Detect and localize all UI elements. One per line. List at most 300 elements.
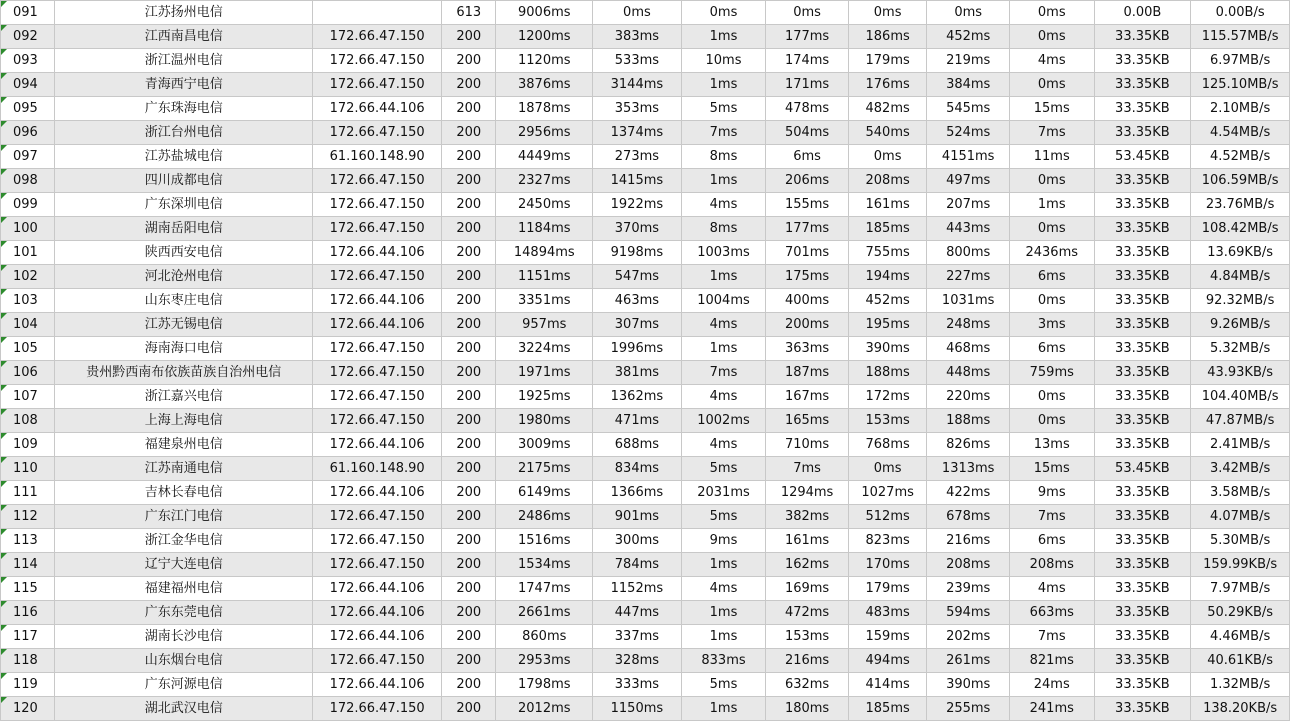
ssl-time-cell: 6ms [766, 145, 849, 169]
location-cell: 湖北武汉电信 [55, 697, 313, 721]
ssl-time-cell: 177ms [766, 217, 849, 241]
redirect-time-cell: 208ms [1009, 553, 1094, 577]
table-row[interactable] [1, 193, 1290, 217]
connect-time-cell: 1ms [681, 169, 766, 193]
table-row[interactable] [1, 673, 1290, 697]
download-speed-cell: 1.32MB/s [1191, 673, 1290, 697]
download-speed-cell: 4.46MB/s [1191, 625, 1290, 649]
status-code-cell: 200 [442, 169, 496, 193]
file-size-cell: 33.35KB [1094, 217, 1191, 241]
dns-time-cell: 9198ms [593, 241, 682, 265]
total-time-cell: 2450ms [496, 193, 593, 217]
ssl-time-cell: 504ms [766, 121, 849, 145]
row-id-cell: 091 [1, 1, 55, 25]
dns-time-cell: 784ms [593, 553, 682, 577]
total-time-cell: 957ms [496, 313, 593, 337]
total-time-cell: 1971ms [496, 361, 593, 385]
dns-time-cell: 463ms [593, 289, 682, 313]
download-time-cell: 594ms [927, 601, 1010, 625]
first-byte-time-cell: 153ms [848, 409, 927, 433]
download-time-cell: 202ms [927, 625, 1010, 649]
total-time-cell: 1798ms [496, 673, 593, 697]
row-id-cell: 092 [1, 25, 55, 49]
location-cell: 浙江台州电信 [55, 121, 313, 145]
ssl-time-cell: 177ms [766, 25, 849, 49]
dns-time-cell: 337ms [593, 625, 682, 649]
total-time-cell: 1980ms [496, 409, 593, 433]
ssl-time-cell: 0ms [766, 1, 849, 25]
total-time-cell: 1120ms [496, 49, 593, 73]
location-cell: 广东河源电信 [55, 673, 313, 697]
ip-address-cell: 172.66.44.106 [313, 313, 442, 337]
download-speed-cell: 5.30MB/s [1191, 529, 1290, 553]
dns-time-cell: 834ms [593, 457, 682, 481]
total-time-cell: 2012ms [496, 697, 593, 721]
first-byte-time-cell: 185ms [848, 697, 927, 721]
dns-time-cell: 307ms [593, 313, 682, 337]
connect-time-cell: 5ms [681, 673, 766, 697]
dns-time-cell: 688ms [593, 433, 682, 457]
download-time-cell: 678ms [927, 505, 1010, 529]
first-byte-time-cell: 452ms [848, 289, 927, 313]
dns-time-cell: 3144ms [593, 73, 682, 97]
dns-time-cell: 1150ms [593, 697, 682, 721]
download-time-cell: 188ms [927, 409, 1010, 433]
redirect-time-cell: 0ms [1009, 1, 1094, 25]
row-id-cell: 104 [1, 313, 55, 337]
row-id-cell: 102 [1, 265, 55, 289]
total-time-cell: 3351ms [496, 289, 593, 313]
dns-time-cell: 381ms [593, 361, 682, 385]
download-time-cell: 826ms [927, 433, 1010, 457]
download-speed-cell: 6.97MB/s [1191, 49, 1290, 73]
connect-time-cell: 0ms [681, 1, 766, 25]
redirect-time-cell: 759ms [1009, 361, 1094, 385]
file-size-cell: 33.35KB [1094, 601, 1191, 625]
first-byte-time-cell: 768ms [848, 433, 927, 457]
status-code-cell: 200 [442, 145, 496, 169]
status-code-cell: 200 [442, 409, 496, 433]
redirect-time-cell: 0ms [1009, 169, 1094, 193]
dns-time-cell: 370ms [593, 217, 682, 241]
table-row[interactable] [1, 217, 1290, 241]
row-id-cell: 114 [1, 553, 55, 577]
location-cell: 贵州黔西南布依族苗族自治州电信 [55, 361, 313, 385]
table-row[interactable] [1, 385, 1290, 409]
ssl-time-cell: 153ms [766, 625, 849, 649]
redirect-time-cell: 0ms [1009, 289, 1094, 313]
connect-time-cell: 1ms [681, 553, 766, 577]
location-cell: 江苏盐城电信 [55, 145, 313, 169]
dns-time-cell: 353ms [593, 97, 682, 121]
redirect-time-cell: 821ms [1009, 649, 1094, 673]
ssl-time-cell: 175ms [766, 265, 849, 289]
download-speed-cell: 2.10MB/s [1191, 97, 1290, 121]
status-code-cell: 200 [442, 121, 496, 145]
dns-time-cell: 1996ms [593, 337, 682, 361]
table-row[interactable] [1, 697, 1290, 721]
dns-time-cell: 1362ms [593, 385, 682, 409]
ssl-time-cell: 206ms [766, 169, 849, 193]
download-time-cell: 800ms [927, 241, 1010, 265]
total-time-cell: 2486ms [496, 505, 593, 529]
download-speed-cell: 7.97MB/s [1191, 577, 1290, 601]
first-byte-time-cell: 414ms [848, 673, 927, 697]
download-time-cell: 261ms [927, 649, 1010, 673]
file-size-cell: 33.35KB [1094, 289, 1191, 313]
table-row[interactable] [1, 577, 1290, 601]
dns-time-cell: 1415ms [593, 169, 682, 193]
table-row[interactable] [1, 25, 1290, 49]
table-row[interactable] [1, 601, 1290, 625]
row-id-cell: 108 [1, 409, 55, 433]
redirect-time-cell: 1ms [1009, 193, 1094, 217]
table-row[interactable] [1, 313, 1290, 337]
ssl-time-cell: 710ms [766, 433, 849, 457]
ip-address-cell: 172.66.47.150 [313, 385, 442, 409]
location-cell: 山东枣庄电信 [55, 289, 313, 313]
download-speed-cell: 43.93KB/s [1191, 361, 1290, 385]
first-byte-time-cell: 195ms [848, 313, 927, 337]
row-id-cell: 110 [1, 457, 55, 481]
location-cell: 江苏扬州电信 [55, 1, 313, 25]
location-cell: 山东烟台电信 [55, 649, 313, 673]
download-speed-cell: 13.69KB/s [1191, 241, 1290, 265]
total-time-cell: 1534ms [496, 553, 593, 577]
row-id-cell: 096 [1, 121, 55, 145]
table-row[interactable] [1, 409, 1290, 433]
first-byte-time-cell: 176ms [848, 73, 927, 97]
table-row[interactable] [1, 481, 1290, 505]
first-byte-time-cell: 512ms [848, 505, 927, 529]
row-id-cell: 098 [1, 169, 55, 193]
status-code-cell: 613 [442, 1, 496, 25]
location-cell: 湖南岳阳电信 [55, 217, 313, 241]
download-time-cell: 452ms [927, 25, 1010, 49]
status-code-cell: 200 [442, 481, 496, 505]
table-row[interactable] [1, 1, 1290, 25]
location-cell: 广东东莞电信 [55, 601, 313, 625]
table-row[interactable] [1, 337, 1290, 361]
total-time-cell: 2327ms [496, 169, 593, 193]
file-size-cell: 33.35KB [1094, 577, 1191, 601]
file-size-cell: 53.45KB [1094, 457, 1191, 481]
first-byte-time-cell: 208ms [848, 169, 927, 193]
connect-time-cell: 8ms [681, 145, 766, 169]
table-row[interactable] [1, 649, 1290, 673]
dns-time-cell: 1922ms [593, 193, 682, 217]
table-row[interactable] [1, 529, 1290, 553]
first-byte-time-cell: 172ms [848, 385, 927, 409]
file-size-cell: 33.35KB [1094, 313, 1191, 337]
ip-address-cell: 172.66.47.150 [313, 121, 442, 145]
location-cell: 辽宁大连电信 [55, 553, 313, 577]
connect-time-cell: 4ms [681, 313, 766, 337]
status-code-cell: 200 [442, 265, 496, 289]
file-size-cell: 33.35KB [1094, 505, 1191, 529]
total-time-cell: 2661ms [496, 601, 593, 625]
redirect-time-cell: 15ms [1009, 97, 1094, 121]
row-id-cell: 105 [1, 337, 55, 361]
ssl-time-cell: 174ms [766, 49, 849, 73]
ip-address-cell: 172.66.47.150 [313, 49, 442, 73]
connect-time-cell: 833ms [681, 649, 766, 673]
total-time-cell: 3224ms [496, 337, 593, 361]
redirect-time-cell: 9ms [1009, 481, 1094, 505]
ip-address-cell: 172.66.47.150 [313, 409, 442, 433]
total-time-cell: 1200ms [496, 25, 593, 49]
redirect-time-cell: 4ms [1009, 577, 1094, 601]
table-row[interactable] [1, 553, 1290, 577]
first-byte-time-cell: 540ms [848, 121, 927, 145]
connect-time-cell: 1ms [681, 625, 766, 649]
redirect-time-cell: 13ms [1009, 433, 1094, 457]
ssl-time-cell: 187ms [766, 361, 849, 385]
dns-time-cell: 1374ms [593, 121, 682, 145]
row-id-cell: 100 [1, 217, 55, 241]
download-speed-cell: 47.87MB/s [1191, 409, 1290, 433]
location-cell: 福建福州电信 [55, 577, 313, 601]
file-size-cell: 33.35KB [1094, 265, 1191, 289]
status-code-cell: 200 [442, 577, 496, 601]
download-speed-cell: 104.40MB/s [1191, 385, 1290, 409]
ip-address-cell: 172.66.44.106 [313, 577, 442, 601]
redirect-time-cell: 241ms [1009, 697, 1094, 721]
first-byte-time-cell: 161ms [848, 193, 927, 217]
connect-time-cell: 5ms [681, 97, 766, 121]
ip-address-cell: 172.66.47.150 [313, 265, 442, 289]
first-byte-time-cell: 0ms [848, 457, 927, 481]
location-cell: 青海西宁电信 [55, 73, 313, 97]
redirect-time-cell: 0ms [1009, 217, 1094, 241]
connect-time-cell: 1ms [681, 601, 766, 625]
ssl-time-cell: 363ms [766, 337, 849, 361]
download-time-cell: 384ms [927, 73, 1010, 97]
first-byte-time-cell: 188ms [848, 361, 927, 385]
file-size-cell: 33.35KB [1094, 433, 1191, 457]
dns-time-cell: 300ms [593, 529, 682, 553]
row-id-cell: 101 [1, 241, 55, 265]
row-id-cell: 095 [1, 97, 55, 121]
redirect-time-cell: 7ms [1009, 121, 1094, 145]
total-time-cell: 860ms [496, 625, 593, 649]
row-id-cell: 097 [1, 145, 55, 169]
download-time-cell: 448ms [927, 361, 1010, 385]
download-time-cell: 207ms [927, 193, 1010, 217]
redirect-time-cell: 6ms [1009, 529, 1094, 553]
file-size-cell: 33.35KB [1094, 697, 1191, 721]
download-speed-cell: 9.26MB/s [1191, 313, 1290, 337]
redirect-time-cell: 15ms [1009, 457, 1094, 481]
connect-time-cell: 7ms [681, 121, 766, 145]
file-size-cell: 53.45KB [1094, 145, 1191, 169]
download-time-cell: 443ms [927, 217, 1010, 241]
ssl-time-cell: 382ms [766, 505, 849, 529]
redirect-time-cell: 0ms [1009, 409, 1094, 433]
first-byte-time-cell: 186ms [848, 25, 927, 49]
file-size-cell: 33.35KB [1094, 241, 1191, 265]
download-speed-cell: 5.32MB/s [1191, 337, 1290, 361]
ssl-time-cell: 171ms [766, 73, 849, 97]
ip-address-cell: 172.66.47.150 [313, 553, 442, 577]
total-time-cell: 3876ms [496, 73, 593, 97]
total-time-cell: 1516ms [496, 529, 593, 553]
download-speed-cell: 40.61KB/s [1191, 649, 1290, 673]
file-size-cell: 33.35KB [1094, 73, 1191, 97]
redirect-time-cell: 4ms [1009, 49, 1094, 73]
table-row[interactable] [1, 49, 1290, 73]
download-speed-cell: 0.00B/s [1191, 1, 1290, 25]
status-code-cell: 200 [442, 553, 496, 577]
location-cell: 浙江金华电信 [55, 529, 313, 553]
download-speed-cell: 23.76MB/s [1191, 193, 1290, 217]
dns-time-cell: 447ms [593, 601, 682, 625]
ssl-time-cell: 632ms [766, 673, 849, 697]
download-time-cell: 1031ms [927, 289, 1010, 313]
file-size-cell: 33.35KB [1094, 481, 1191, 505]
dns-time-cell: 333ms [593, 673, 682, 697]
file-size-cell: 33.35KB [1094, 361, 1191, 385]
file-size-cell: 33.35KB [1094, 25, 1191, 49]
first-byte-time-cell: 755ms [848, 241, 927, 265]
ip-address-cell: 172.66.47.150 [313, 529, 442, 553]
table-row[interactable] [1, 265, 1290, 289]
file-size-cell: 33.35KB [1094, 49, 1191, 73]
status-code-cell: 200 [442, 289, 496, 313]
first-byte-time-cell: 390ms [848, 337, 927, 361]
table-row[interactable] [1, 505, 1290, 529]
row-id-cell: 109 [1, 433, 55, 457]
download-time-cell: 545ms [927, 97, 1010, 121]
first-byte-time-cell: 482ms [848, 97, 927, 121]
ssl-time-cell: 1294ms [766, 481, 849, 505]
location-cell: 浙江温州电信 [55, 49, 313, 73]
dns-time-cell: 1366ms [593, 481, 682, 505]
connect-time-cell: 4ms [681, 577, 766, 601]
total-time-cell: 2953ms [496, 649, 593, 673]
row-id-cell: 115 [1, 577, 55, 601]
ip-address-cell: 172.66.44.106 [313, 97, 442, 121]
file-size-cell: 33.35KB [1094, 625, 1191, 649]
table-row[interactable] [1, 457, 1290, 481]
location-cell: 吉林长春电信 [55, 481, 313, 505]
download-time-cell: 390ms [927, 673, 1010, 697]
location-cell: 四川成都电信 [55, 169, 313, 193]
table-row[interactable] [1, 97, 1290, 121]
status-code-cell: 200 [442, 457, 496, 481]
download-speed-cell: 125.10MB/s [1191, 73, 1290, 97]
ip-address-cell: 172.66.47.150 [313, 169, 442, 193]
connect-time-cell: 1ms [681, 265, 766, 289]
location-cell: 广东珠海电信 [55, 97, 313, 121]
status-code-cell: 200 [442, 625, 496, 649]
table-row[interactable] [1, 169, 1290, 193]
redirect-time-cell: 7ms [1009, 625, 1094, 649]
first-byte-time-cell: 0ms [848, 145, 927, 169]
row-id-cell: 119 [1, 673, 55, 697]
total-time-cell: 1184ms [496, 217, 593, 241]
row-id-cell: 106 [1, 361, 55, 385]
table-row[interactable] [1, 241, 1290, 265]
status-code-cell: 200 [442, 217, 496, 241]
row-id-cell: 111 [1, 481, 55, 505]
status-code-cell: 200 [442, 433, 496, 457]
dns-time-cell: 328ms [593, 649, 682, 673]
ip-address-cell: 172.66.47.150 [313, 505, 442, 529]
table-row[interactable] [1, 121, 1290, 145]
download-time-cell: 524ms [927, 121, 1010, 145]
ssl-time-cell: 478ms [766, 97, 849, 121]
status-code-cell: 200 [442, 25, 496, 49]
redirect-time-cell: 11ms [1009, 145, 1094, 169]
file-size-cell: 33.35KB [1094, 553, 1191, 577]
download-speed-cell: 108.42MB/s [1191, 217, 1290, 241]
download-speed-cell: 159.99KB/s [1191, 553, 1290, 577]
table-row[interactable] [1, 625, 1290, 649]
file-size-cell: 33.35KB [1094, 121, 1191, 145]
table-row[interactable] [1, 433, 1290, 457]
ssl-time-cell: 167ms [766, 385, 849, 409]
connect-time-cell: 7ms [681, 361, 766, 385]
download-speed-cell: 138.20KB/s [1191, 697, 1290, 721]
ip-address-cell: 172.66.47.150 [313, 697, 442, 721]
first-byte-time-cell: 1027ms [848, 481, 927, 505]
ip-address-cell [313, 1, 442, 25]
dns-time-cell: 273ms [593, 145, 682, 169]
first-byte-time-cell: 0ms [848, 1, 927, 25]
location-cell: 江苏无锡电信 [55, 313, 313, 337]
connect-time-cell: 5ms [681, 505, 766, 529]
download-speed-cell: 3.58MB/s [1191, 481, 1290, 505]
table-row[interactable] [1, 289, 1290, 313]
connect-time-cell: 1003ms [681, 241, 766, 265]
connect-time-cell: 5ms [681, 457, 766, 481]
ssl-time-cell: 7ms [766, 457, 849, 481]
ip-address-cell: 172.66.47.150 [313, 217, 442, 241]
total-time-cell: 2956ms [496, 121, 593, 145]
ssl-time-cell: 165ms [766, 409, 849, 433]
row-id-cell: 112 [1, 505, 55, 529]
status-code-cell: 200 [442, 241, 496, 265]
download-speed-cell: 3.42MB/s [1191, 457, 1290, 481]
download-time-cell: 239ms [927, 577, 1010, 601]
total-time-cell: 1878ms [496, 97, 593, 121]
location-cell: 江苏南通电信 [55, 457, 313, 481]
location-cell: 江西南昌电信 [55, 25, 313, 49]
connect-time-cell: 10ms [681, 49, 766, 73]
row-id-cell: 093 [1, 49, 55, 73]
download-time-cell: 216ms [927, 529, 1010, 553]
dns-time-cell: 547ms [593, 265, 682, 289]
table-row[interactable] [1, 73, 1290, 97]
file-size-cell: 33.35KB [1094, 337, 1191, 361]
redirect-time-cell: 6ms [1009, 337, 1094, 361]
first-byte-time-cell: 170ms [848, 553, 927, 577]
table-row[interactable] [1, 145, 1290, 169]
status-code-cell: 200 [442, 529, 496, 553]
ssl-time-cell: 180ms [766, 697, 849, 721]
total-time-cell: 1925ms [496, 385, 593, 409]
redirect-time-cell: 0ms [1009, 73, 1094, 97]
download-speed-cell: 4.84MB/s [1191, 265, 1290, 289]
status-code-cell: 200 [442, 361, 496, 385]
row-id-cell: 116 [1, 601, 55, 625]
dns-time-cell: 533ms [593, 49, 682, 73]
first-byte-time-cell: 179ms [848, 49, 927, 73]
table-row[interactable] [1, 361, 1290, 385]
ip-address-cell: 61.160.148.90 [313, 457, 442, 481]
total-time-cell: 1151ms [496, 265, 593, 289]
